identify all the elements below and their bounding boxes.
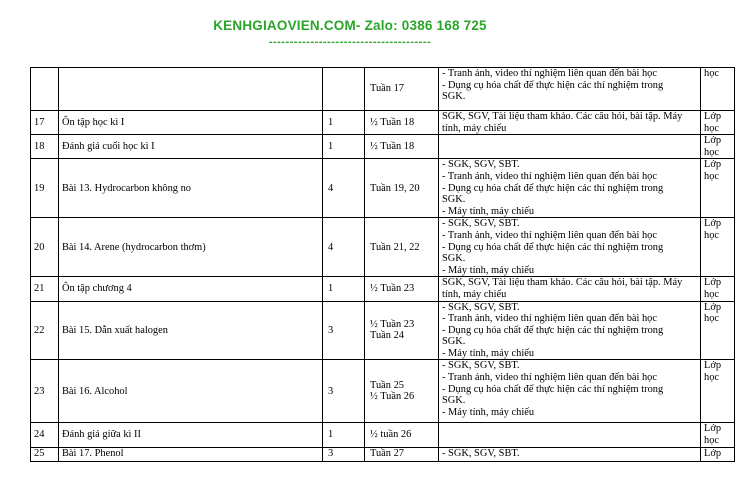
week-line: ½ Tuần 18 — [370, 140, 415, 152]
period-count: 3 — [323, 360, 365, 423]
week-cell — [365, 423, 439, 447]
table-row — [31, 360, 735, 423]
table-row — [31, 301, 735, 360]
period-count — [323, 68, 365, 111]
place-line: Lớp — [704, 360, 722, 372]
place-line: học — [704, 229, 720, 241]
week-line: ½ Tuần 18 — [370, 116, 415, 128]
week-line: ½ Tuần 23 — [370, 283, 415, 295]
resources-cell — [439, 447, 701, 461]
row-number: 18 — [31, 135, 59, 159]
resources-cell — [439, 277, 701, 301]
place-line: Lớp — [704, 111, 722, 122]
place-line: Lớp — [704, 423, 722, 435]
row-number: 20 — [31, 218, 59, 277]
resources-line: - SGK, SGV, SBT. — [442, 218, 520, 230]
row-number: 25 — [31, 447, 59, 461]
resources-line: SGK, SGV, Tài liệu tham khảo. Các câu hỏi, bài tập. Máy — [442, 111, 683, 122]
location-cell — [701, 135, 735, 159]
period-count: 4 — [323, 159, 365, 218]
place-line: học — [704, 435, 720, 447]
week-cell — [365, 218, 439, 277]
resources-line: tính, máy chiếu — [442, 288, 507, 300]
place-line: Lớp — [704, 277, 722, 289]
resources-line: - Máy tính, máy chiếu — [442, 406, 535, 418]
week-cell — [365, 111, 439, 135]
place-line: Lớp — [704, 301, 722, 313]
week-line: Tuần 27 — [370, 448, 404, 460]
table-row — [31, 159, 735, 218]
week-cell — [365, 301, 439, 360]
lesson-name — [59, 68, 323, 111]
location-cell — [701, 447, 735, 461]
lesson-name: Bài 17. Phenol — [59, 447, 323, 461]
location-cell — [701, 423, 735, 447]
place-line: học — [704, 313, 720, 325]
week-line: Tuần 21, 22 — [370, 241, 420, 253]
resources-line: tính, máy chiếu — [442, 122, 507, 134]
week-line: Tuần 25 — [370, 379, 404, 391]
resources-cell — [439, 360, 701, 423]
week-cell — [365, 277, 439, 301]
place-line: học — [704, 170, 720, 182]
location-cell — [701, 159, 735, 218]
resources-line: SGK. — [442, 395, 466, 407]
resources-cell — [439, 301, 701, 360]
period-count: 1 — [323, 135, 365, 159]
resources-line: - SGK, SGV, SBT. — [442, 301, 520, 313]
header-title: KENHGIAOVIEN.COM- Zalo: 0386 168 725 — [213, 18, 487, 33]
resources-line: - SGK, SGV, SBT. — [442, 360, 520, 372]
resources-line: - Dụng cụ hóa chất để thực hiện các thí nghiệm trong — [442, 241, 664, 253]
row-number: 19 — [31, 159, 59, 218]
week-line: Tuần 17 — [370, 83, 404, 95]
header-underline: --------------------------------------- — [268, 36, 432, 48]
row-number: 24 — [31, 423, 59, 447]
row-number: 17 — [31, 111, 59, 135]
resources-line: - Dụng cụ hóa chất để thực hiện các thí nghiệm trong — [442, 182, 664, 194]
lesson-name: Bài 14. Arene (hydrocarbon thơm) — [59, 218, 323, 277]
week-cell — [365, 360, 439, 423]
table-row — [31, 447, 735, 461]
place-line: học — [704, 68, 720, 79]
lesson-name: Bài 15. Dẫn xuất halogen — [59, 301, 323, 360]
place-line: Lớp — [704, 135, 722, 147]
resources-line: SGK. — [442, 253, 466, 265]
resources-line: - Dụng cụ hóa chất để thực hiện các thí nghiệm trong — [442, 79, 664, 91]
resources-line: - Dụng cụ hóa chất để thực hiện các thí nghiệm trong — [442, 383, 664, 395]
resources-line: SGK. — [442, 194, 466, 206]
resources-line: - Máy tính, máy chiếu — [442, 205, 535, 217]
table-row — [31, 423, 735, 447]
table-row — [31, 218, 735, 277]
row-number: 21 — [31, 277, 59, 301]
row-number: 23 — [31, 360, 59, 423]
resources-cell — [439, 68, 701, 111]
week-line: Tuần 24 — [370, 330, 404, 342]
resources-line: - Máy tính, máy chiếu — [442, 264, 535, 276]
resources-line: - Máy tính, máy chiếu — [442, 347, 535, 359]
row-number: 22 — [31, 301, 59, 360]
lesson-name: Ôn tập chương 4 — [59, 277, 323, 301]
week-cell — [365, 68, 439, 111]
period-count: 3 — [323, 301, 365, 360]
week-line: ½ Tuần 23 — [370, 318, 415, 330]
week-line: ½ tuần 26 — [370, 429, 412, 441]
resources-cell — [439, 135, 701, 159]
period-count: 1 — [323, 423, 365, 447]
place-line: học — [704, 122, 720, 134]
resources-line: SGK. — [442, 336, 466, 348]
resources-line: - SGK, SGV, SBT. — [442, 159, 520, 171]
resources-line: - SGK, SGV, SBT. — [442, 447, 520, 459]
period-count: 4 — [323, 218, 365, 277]
week-line: Tuần 19, 20 — [370, 182, 420, 194]
resources-cell — [439, 159, 701, 218]
location-cell — [701, 277, 735, 301]
period-count: 1 — [323, 277, 365, 301]
location-cell — [701, 301, 735, 360]
place-line: Lớp — [704, 447, 722, 459]
week-line: ½ Tuần 26 — [370, 391, 415, 403]
resources-line: - Tranh ảnh, video thí nghiệm liên quan đến bài học — [442, 229, 657, 241]
location-cell — [701, 68, 735, 111]
resources-line: - Tranh ảnh, video thí nghiệm liên quan đến bài học — [442, 68, 657, 79]
resources-line: SGK. — [442, 91, 466, 103]
resources-cell — [439, 111, 701, 135]
place-line: học — [704, 288, 720, 300]
lesson-name: Đánh giá cuối học kì I — [59, 135, 323, 159]
place-line: học — [704, 372, 720, 384]
table-row — [31, 135, 735, 159]
place-line: Lớp — [704, 159, 722, 171]
resources-cell — [439, 423, 701, 447]
schedule-table — [30, 67, 735, 462]
table-row — [31, 111, 735, 135]
resources-cell — [439, 218, 701, 277]
resources-line: - Dụng cụ hóa chất để thực hiện các thí nghiệm trong — [442, 324, 664, 336]
place-line: học — [704, 146, 720, 158]
location-cell — [701, 218, 735, 277]
resources-line: SGK, SGV, Tài liệu tham khảo. Các câu hỏi, bài tập. Máy — [442, 277, 683, 289]
week-cell — [365, 447, 439, 461]
table-row — [31, 277, 735, 301]
lesson-name: Bài 16. Alcohol — [59, 360, 323, 423]
place-line: Lớp — [704, 218, 722, 230]
period-count: 3 — [323, 447, 365, 461]
week-cell — [365, 135, 439, 159]
location-cell — [701, 360, 735, 423]
week-cell — [365, 159, 439, 218]
location-cell — [701, 111, 735, 135]
lesson-name: Bài 13. Hydrocarbon không no — [59, 159, 323, 218]
period-count: 1 — [323, 111, 365, 135]
resources-line: - Tranh ảnh, video thí nghiệm liên quan đến bài học — [442, 170, 657, 182]
resources-line: - Tranh ảnh, video thí nghiệm liên quan đến bài học — [442, 372, 657, 384]
lesson-name: Ôn tập học kì I — [59, 111, 323, 135]
resources-line: - Tranh ảnh, video thí nghiệm liên quan đến bài học — [442, 313, 657, 325]
row-number — [31, 68, 59, 111]
table-row — [31, 68, 735, 111]
lesson-name: Đánh giá giữa kì II — [59, 423, 323, 447]
